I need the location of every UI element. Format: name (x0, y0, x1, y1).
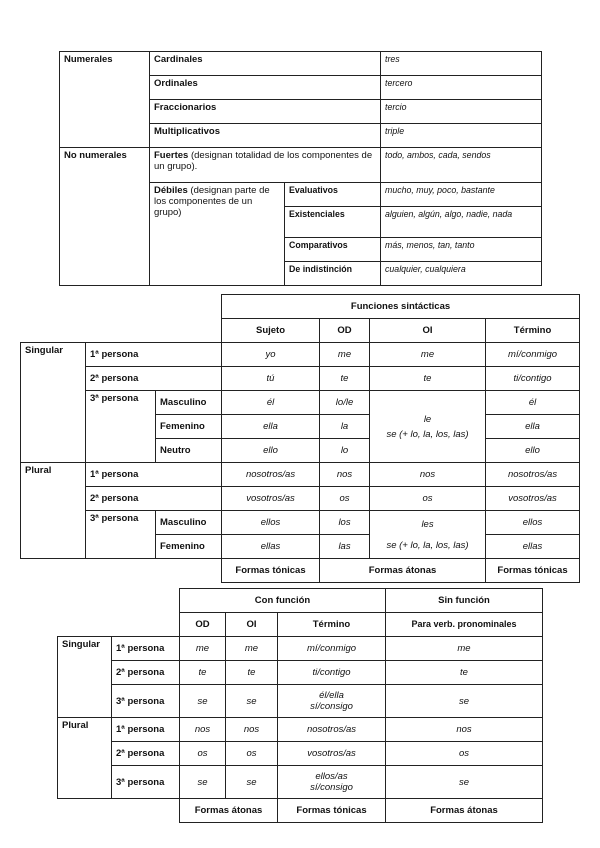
cell: vosotros/as (278, 742, 386, 766)
cell: nos (320, 463, 370, 487)
persona-label: 1ª persona (86, 343, 222, 367)
evaluativos-label: Evaluativos (285, 183, 381, 207)
cell: lo/le (320, 391, 370, 415)
cell: te (370, 367, 486, 391)
existenciales-example: alguien, algún, algo, nadie, nada (381, 207, 542, 238)
cell: ellas (222, 535, 320, 559)
cell: os (226, 742, 278, 766)
pronombres-reflexivos-table (57, 588, 543, 823)
singular-label: Singular (58, 637, 112, 718)
col-od: OD (180, 613, 226, 637)
oi-se: se (+ lo, la, los, las) (386, 539, 469, 551)
cell: nos (180, 718, 226, 742)
fuertes-desc: (designan totalidad de los componentes de un grupo). (154, 150, 373, 172)
col-oi: OI (226, 613, 278, 637)
col-sujeto: Sujeto (222, 319, 320, 343)
cell: él (222, 391, 320, 415)
debiles-label: Débiles (154, 185, 188, 196)
cell: me (370, 343, 486, 367)
cell: tú (222, 367, 320, 391)
ordinales-example: tercero (381, 76, 542, 100)
col-oi: OI (370, 319, 486, 343)
cell: me (226, 637, 278, 661)
gender-label: Masculino (156, 511, 222, 535)
cell: os (320, 487, 370, 511)
cell: ti/contigo (486, 367, 580, 391)
cell: nos (370, 463, 486, 487)
cell: nos (386, 718, 543, 742)
cell: os (386, 742, 543, 766)
cell: mí/conmigo (486, 343, 580, 367)
cell: ella (486, 415, 580, 439)
oi-le: le (423, 413, 432, 425)
multiplicativos-label: Multiplicativos (150, 124, 381, 148)
cell: se (386, 685, 543, 718)
cell: ella (222, 415, 320, 439)
persona-label: 3ª persona (112, 685, 180, 718)
cell: ellos/as sí/consigo (278, 766, 386, 799)
fuertes-example: todo, ambos, cada, sendos (381, 148, 542, 183)
gender-label: Femenino (156, 535, 222, 559)
persona-label: 2ª persona (86, 487, 222, 511)
pronombres-tonicos-table (20, 294, 580, 583)
persona-label: 3ª persona (112, 766, 180, 799)
fraccionarios-example: tercio (381, 100, 542, 124)
gender-label: Masculino (156, 391, 222, 415)
gender-label: Neutro (156, 439, 222, 463)
cell: os (370, 487, 486, 511)
cell: ello (486, 439, 580, 463)
footer-atonas: Formas átonas (320, 559, 486, 583)
footer-tonicas-2: Formas tónicas (486, 559, 580, 583)
oi-3-plural (370, 511, 486, 559)
cell: ti/contigo (278, 661, 386, 685)
sin-funcion-header: Sin función (386, 589, 543, 613)
cell: te (386, 661, 543, 685)
footer-atonas-2: Formas átonas (386, 799, 543, 823)
plural-label: Plural (58, 718, 112, 799)
con-funcion-header: Con función (180, 589, 386, 613)
cell: los (320, 511, 370, 535)
col-verb-pronominales: Para verb. pronominales (386, 613, 543, 637)
oi-se: se (+ lo, la, los, las) (386, 428, 469, 440)
persona-label: 3ª persona (86, 511, 156, 559)
cardinales-example: tres (381, 52, 542, 76)
cell: se (226, 766, 278, 799)
singular-label: Singular (21, 343, 86, 463)
cell: te (320, 367, 370, 391)
debiles-desc: (designan parte de los componentes de un grupo) (154, 185, 270, 218)
cell: me (320, 343, 370, 367)
footer-tonicas: Formas tónicas (278, 799, 386, 823)
multiplicativos-example: triple (381, 124, 542, 148)
cell: nosotros/as (222, 463, 320, 487)
cardinales-label: Cardinales (150, 52, 381, 76)
col-od: OD (320, 319, 370, 343)
cell: ellos (222, 511, 320, 535)
footer-atonas: Formas átonas (180, 799, 278, 823)
fraccionarios-label: Fraccionarios (150, 100, 381, 124)
oi-les: les (421, 518, 434, 530)
cell: ello (222, 439, 320, 463)
cell: os (180, 742, 226, 766)
funciones-header: Funciones sintácticas (222, 295, 580, 319)
cell: me (180, 637, 226, 661)
debiles-cell (150, 183, 285, 286)
col-termino: Término (278, 613, 386, 637)
cell: vosotros/as (486, 487, 580, 511)
cell: la (320, 415, 370, 439)
persona-label: 2ª persona (86, 367, 222, 391)
ordinales-label: Ordinales (150, 76, 381, 100)
existenciales-label: Existenciales (285, 207, 381, 238)
persona-label: 3ª persona (86, 391, 156, 463)
no-numerales-label: No numerales (60, 148, 150, 286)
cell: me (386, 637, 543, 661)
persona-label: 1ª persona (112, 637, 180, 661)
col-termino: Término (486, 319, 580, 343)
cell: te (180, 661, 226, 685)
cell: se (180, 766, 226, 799)
numerales-label: Numerales (60, 52, 150, 148)
cell: ellas (486, 535, 580, 559)
cuantificadores-table (59, 51, 542, 286)
cell: se (386, 766, 543, 799)
cell: él (486, 391, 580, 415)
cell: él/ella sí/consigo (278, 685, 386, 718)
cell: nosotros/as (486, 463, 580, 487)
persona-label: 2ª persona (112, 661, 180, 685)
indistincion-label: De indistinción (285, 262, 381, 286)
indistincion-example: cualquier, cualquiera (381, 262, 542, 286)
gender-label: Femenino (156, 415, 222, 439)
footer-tonicas: Formas tónicas (222, 559, 320, 583)
cell: las (320, 535, 370, 559)
cell: yo (222, 343, 320, 367)
evaluativos-example: mucho, muy, poco, bastante (381, 183, 542, 207)
persona-label: 2ª persona (112, 742, 180, 766)
cell: se (180, 685, 226, 718)
persona-label: 1ª persona (112, 718, 180, 742)
comparativos-label: Comparativos (285, 238, 381, 262)
cell: ellos (486, 511, 580, 535)
cell: vosotros/as (222, 487, 320, 511)
cell: te (226, 661, 278, 685)
cell: se (226, 685, 278, 718)
fuertes-cell (150, 148, 381, 183)
cell: mí/conmigo (278, 637, 386, 661)
cell: nosotros/as (278, 718, 386, 742)
cell: nos (226, 718, 278, 742)
cell: lo (320, 439, 370, 463)
fuertes-label: Fuertes (154, 150, 189, 161)
plural-label: Plural (21, 463, 86, 559)
persona-label: 1ª persona (86, 463, 222, 487)
oi-3-singular (370, 391, 486, 463)
comparativos-example: más, menos, tan, tanto (381, 238, 542, 262)
